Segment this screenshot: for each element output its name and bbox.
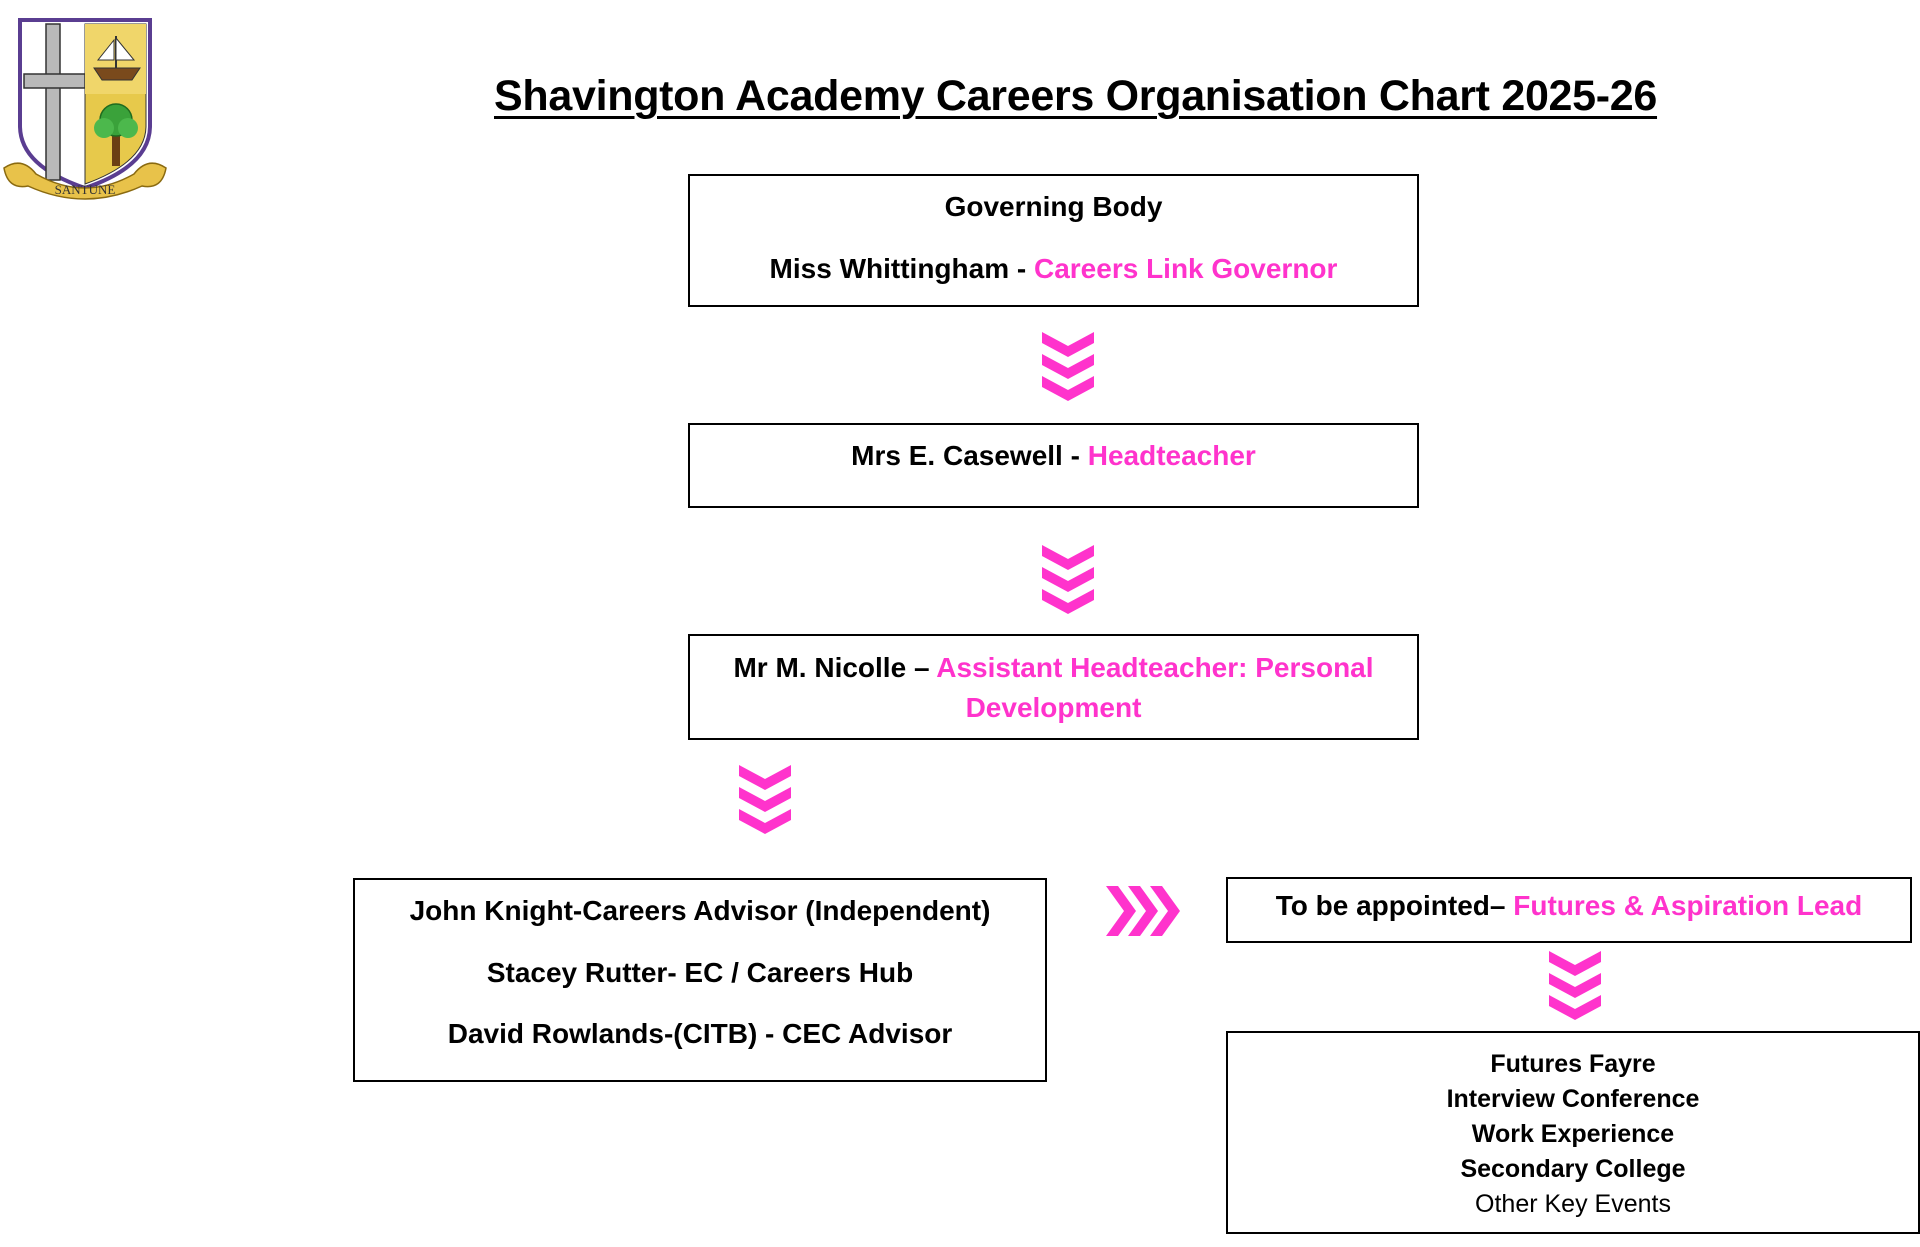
event-item: Work Experience bbox=[1471, 1120, 1675, 1148]
chevron-down-icon bbox=[1040, 330, 1096, 402]
careers-advisors-box bbox=[353, 878, 1047, 1082]
key-events-box bbox=[1226, 1031, 1920, 1234]
advisor-item: David Rowlands-(CITB) - CEC Advisor bbox=[447, 1018, 953, 1050]
futures-lead-name: To be appointed– bbox=[1275, 890, 1514, 921]
advisor-item: Stacey Rutter- EC / Careers Hub bbox=[486, 956, 914, 988]
governing-body-heading: Governing Body bbox=[944, 191, 1163, 222]
futures-lead-role: Futures & Aspiration Lead bbox=[1513, 890, 1863, 921]
assistant-headteacher-box bbox=[688, 634, 1419, 740]
headteacher-name: Mrs E. Casewell - bbox=[851, 440, 1088, 471]
school-crest-logo bbox=[2, 16, 168, 200]
event-item: Other Key Events bbox=[1475, 1190, 1671, 1218]
chevron-down-icon bbox=[737, 763, 793, 835]
chevron-down-icon bbox=[1040, 543, 1096, 615]
chart-title: Shavington Academy Careers Organisation Chart 2025-26 bbox=[494, 72, 1658, 120]
event-item: Secondary College bbox=[1460, 1155, 1686, 1183]
governor-name: Miss Whittingham - bbox=[769, 252, 1034, 284]
governor-role: Careers Link Governor bbox=[1033, 252, 1338, 284]
event-item: Futures Fayre bbox=[1490, 1050, 1656, 1078]
governor-line bbox=[690, 252, 1417, 286]
crest-motto: SANTUNE bbox=[54, 182, 116, 197]
event-item: Interview Conference bbox=[1446, 1085, 1700, 1113]
headteacher-box bbox=[688, 423, 1419, 508]
chevron-down-icon bbox=[1547, 949, 1603, 1021]
chevron-right-icon bbox=[1104, 884, 1180, 938]
assistant-head-role: Assistant Headteacher: Personal Development bbox=[936, 652, 1374, 723]
assistant-head-name: Mr M. Nicolle – bbox=[733, 652, 937, 683]
governing-body-box bbox=[688, 174, 1419, 307]
futures-lead-box bbox=[1226, 877, 1912, 943]
headteacher-role: Headteacher bbox=[1087, 440, 1256, 471]
advisor-item: John Knight-Careers Advisor (Independent) bbox=[409, 895, 991, 926]
